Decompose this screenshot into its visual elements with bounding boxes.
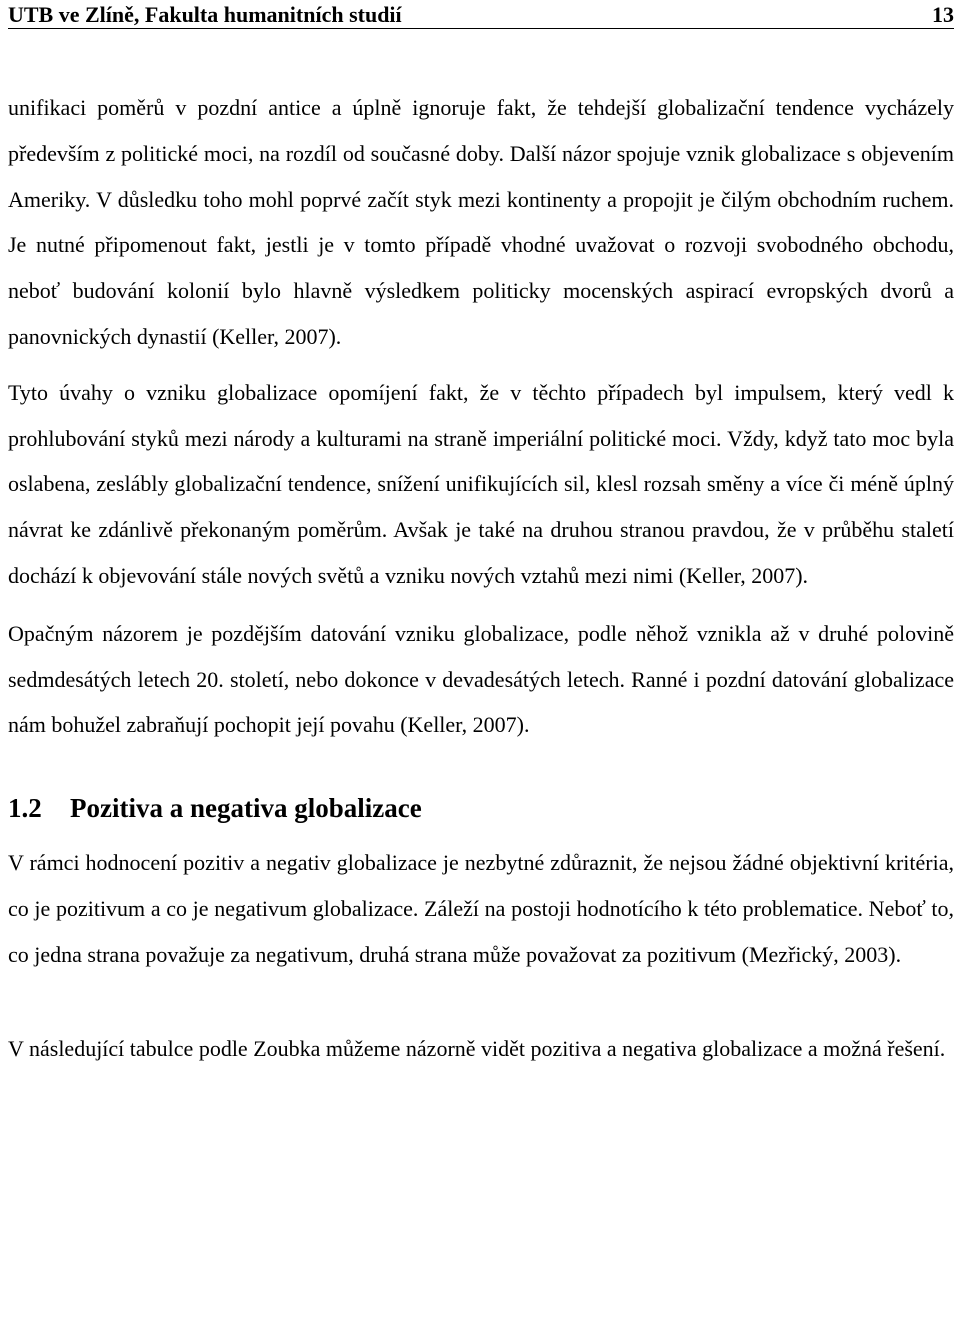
- paragraph: V rámci hodnocení pozitiv a negativ globalizace je nezbytné zdůraznit, že nejsou žádné objektivní kritéria, co je pozitivum a co je negativum globalizace. Záleží na postoji hodnotícího k této problematice. Neboť to, co jedna strana považuje za negativum, druhá strana může považovat za pozitivum (Mezřický, 2003).: [8, 850, 954, 967]
- paragraph: Opačným názorem je pozdějším datování vzniku globalizace, podle něhož vznikla až v druhé polovině sedmdesátých letech 20. století, nebo dokonce v devadesátých letech. Ranné i pozdní datování globalizace nám bohužel zabraňují pochopit její povahu (Keller, 2007).: [8, 620, 954, 738]
- paragraph: unifikaci poměrů v pozdní antice a úplně ignoruje fakt, že tehdejší globalizační tendence vycházely především z politické moci, na rozdíl od současné doby. Další názor spojuje vznik globalizace s objevením Ameriky. V důsledku toho mohl poprvé začít styk mezi kontinenty a propojit je čilým obchodním ruchem. Je nutné připomenout fakt, jestli je v tomto případě vhodné uvažovat o rozvoji svobodného obchodu, neboť budování kolonií bylo hlavně výsledkem politicky mocenských aspirací evropských dvorů a panovnických dynastií (Keller, 2007).: [8, 95, 954, 349]
- section-number: 1.2: [8, 793, 42, 824]
- document-page: [8, 0, 954, 1071]
- paragraph: V následující tabulce podle Zoubka můžeme názorně vidět pozitiva a negativa globalizace a možná řešení.: [8, 1035, 946, 1061]
- page-number: 13: [932, 2, 954, 27]
- section-title: Pozitiva a negativa globalizace: [70, 793, 422, 824]
- header-title: UTB ve Zlíně, Fakulta humanitních studií: [8, 2, 402, 27]
- section-heading: [8, 788, 954, 828]
- page-header: [8, 0, 954, 29]
- paragraph: Tyto úvahy o vzniku globalizace opomíjení fakt, že v těchto případech byl impulsem, který vedl k prohlubování styků mezi národy a kulturami na straně imperiální politické moci. Vždy, když tato moc byla oslabena, zeslábly globalizační tendence, snížení unifikujících sil, klesl rozsah směny a více či méně úplný návrat ke zdánlivě překonaným poměrům. Avšak je také na druhou stranou pravdou, že v průběhu staletí dochází k objevování stále nových světů a vzniku nových vztahů mezi nimi (Keller, 2007).: [8, 379, 954, 588]
- body-text: [8, 85, 954, 1071]
